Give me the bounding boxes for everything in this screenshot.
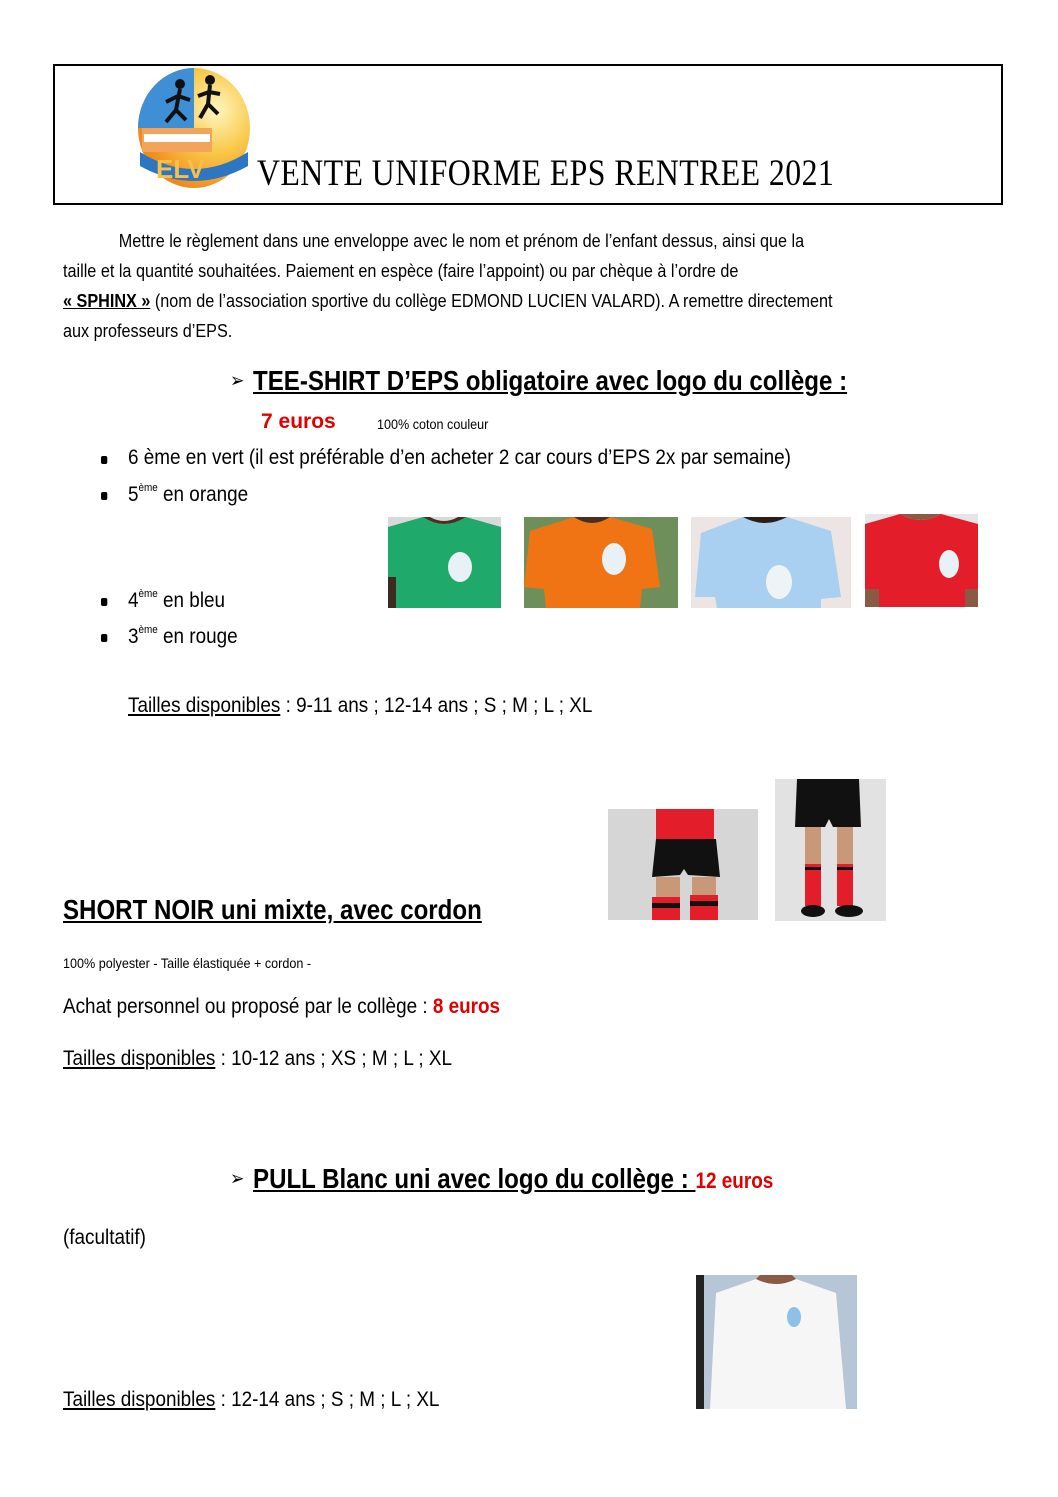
svg-text:ELV: ELV (156, 154, 205, 184)
instructions-line: Mettre le règlement dans une enveloppe avec le nom et prénom de l’enfant dessus, ainsi que la (118, 231, 805, 251)
teeshirt-material: 100% coton couleur (377, 416, 489, 432)
sizes-label: Tailles disponibles (63, 1388, 216, 1411)
page-title: VENTE UNIFORME EPS RENTREE 2021 (257, 153, 835, 194)
list-item: 3ème en rouge (128, 624, 238, 649)
bullet-icon (101, 634, 107, 642)
instructions-line: aux professeurs d’EPS. (63, 321, 233, 341)
pull-sizes (63, 1388, 439, 1412)
sizes-label: Tailles disponibles (128, 694, 281, 717)
instructions-line: taille et la quantité souhaitées. Paiement en espèce (faire l’appoint) ou par chèque à l’ordre de (63, 261, 739, 281)
list-item: 5ème en orange (128, 482, 248, 507)
short-photo-front (608, 809, 758, 920)
pull-optional-note: (facultatif) (63, 1226, 146, 1249)
bullet-icon (101, 598, 107, 606)
sizes-label: Tailles disponibles (63, 1047, 216, 1070)
list-item: 6 ème en vert (il est préférable d’en acheter 2 car cours d’EPS 2x par semaine) (128, 446, 791, 470)
sizes-value: : 9-11 ans ; 12-14 ans ; S ; M ; L ; XL (280, 694, 593, 717)
instructions-line: (nom de l’association sportive du collège EDMOND LUCIEN VALARD). A remettre directement (150, 291, 833, 311)
bullet-icon (101, 492, 107, 500)
teeshirt-photo-green (388, 517, 501, 608)
teeshirt-heading (230, 365, 847, 397)
arrow-bullet-icon: ➢ (230, 1168, 245, 1190)
pull-price: 12 euros (695, 1168, 774, 1193)
sphinx-association-name: « SPHINX » (63, 291, 151, 311)
short-sizes (63, 1047, 452, 1071)
short-purchase-line: Achat personnel ou proposé par le collège : 8 euros (63, 995, 501, 1018)
list-item: 4ème en bleu (128, 588, 225, 613)
teeshirt-photo-red (865, 514, 978, 607)
short-heading-text: SHORT NOIR uni mixte, avec cordon (63, 894, 482, 925)
teeshirt-price: 7 euros (261, 410, 336, 433)
instructions-paragraph (63, 226, 990, 346)
sizes-value: : 10-12 ans ; XS ; M ; L ; XL (215, 1047, 453, 1070)
school-logo (136, 66, 260, 190)
short-price: 8 euros (432, 995, 501, 1018)
arrow-bullet-icon: ➢ (230, 370, 245, 392)
bullet-icon (101, 456, 107, 464)
teeshirt-photo-orange (524, 517, 678, 608)
pull-heading (230, 1163, 773, 1195)
pull-heading-text: PULL Blanc uni avec logo du collège : (253, 1163, 696, 1194)
teeshirt-heading-text: TEE-SHIRT D’EPS obligatoire avec logo du collège : (253, 365, 848, 396)
short-photo-side (775, 779, 886, 921)
short-heading (63, 894, 482, 926)
teeshirt-sizes (128, 694, 592, 718)
teeshirt-photo-blue (691, 517, 851, 608)
pull-photo (696, 1275, 857, 1409)
sizes-value: : 12-14 ans ; S ; M ; L ; XL (215, 1388, 440, 1411)
short-material: 100% polyester - Taille élastiquée + cordon - (63, 955, 312, 971)
